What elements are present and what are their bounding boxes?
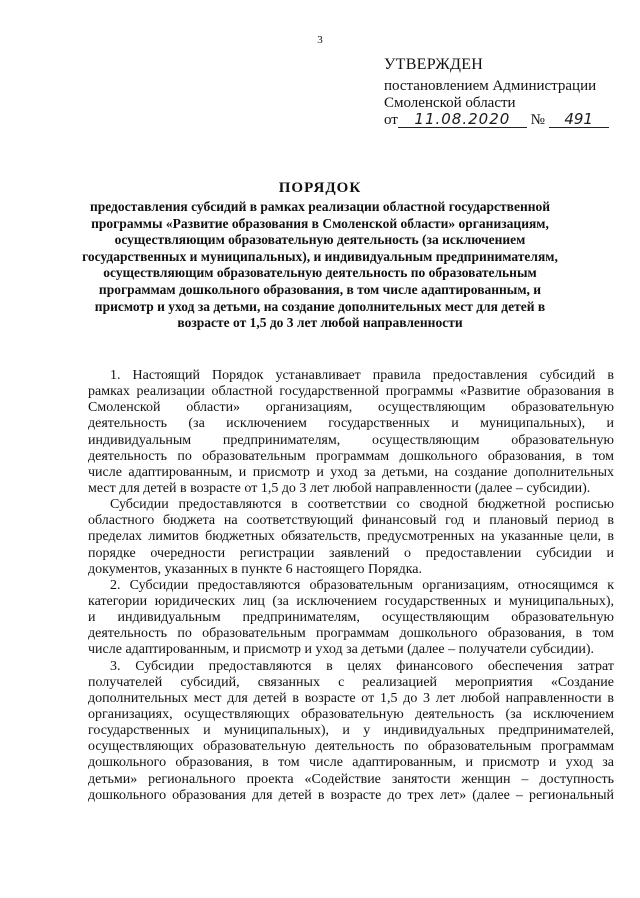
paragraph-line: деятельность по образовательным программам дошкольного образования, в том [88, 448, 614, 464]
subtitle-line: предоставления субсидий в рамках реализации областной государственной [89, 199, 551, 214]
paragraph-line: дошкольного образования, в том числе адаптированным, и присмотр и уход за [88, 755, 614, 771]
approval-date-prefix: от [384, 112, 398, 128]
paragraph-line: областного бюджета на соответствующий финансовый год и плановый период в [88, 513, 614, 529]
paragraph-line: дополнительных мест для детей в возрасте от 1,5 до 3 лет любой направленности в [88, 690, 614, 706]
document-body [88, 368, 614, 804]
paragraph-line: 2. Субсидии предоставляются образовательным организациям, относящимся к [110, 577, 614, 593]
paragraph-line: организациях, осуществляющих образовательную деятельность (за исключением [88, 706, 614, 722]
paragraph-line: детьми» регионального проекта «Содействие занятости женщин – доступность [88, 771, 614, 787]
paragraph-line: категории юридических лиц (за исключением государственных и муниципальных), [88, 593, 614, 609]
paragraph-line: деятельность (за исключением государственных и муниципальных), и [88, 416, 614, 432]
paragraph-line: государственных и муниципальных), и у индивидуальных предпринимателей, [88, 723, 614, 739]
paragraph-line: пределах лимитов бюджетных обязательств, предусмотренных на указанные цели, в [88, 529, 614, 545]
paragraph-2 [88, 497, 614, 578]
paragraph-line: индивидуальным предпринимателям, осуществляющим образовательную [88, 432, 614, 448]
approval-date-row [384, 112, 624, 129]
paragraph-line: порядке очередности регистрации заявлений о предоставлении субсидии и [88, 545, 614, 561]
approval-stamp [384, 56, 624, 129]
paragraph-line: 1. Настоящий Порядок устанавливает правила предоставления субсидий в [110, 368, 614, 383]
subtitle-line: программам дошкольного образования, в том числе адаптированным, и [98, 281, 542, 297]
approval-number-prefix: № [530, 112, 545, 128]
paragraph-line: получателей субсидий, связанных с реализацией мероприятия «Создание [88, 674, 614, 690]
paragraph-line: числе адаптированным, и присмотр и уход за детьми (далее – получатели субсидии). [88, 642, 595, 658]
subtitle-line: осуществляющим образовательную деятельность по образовательным [103, 265, 537, 281]
subtitle-line: возрасте от 1,5 до 3 лет любой направленности [177, 315, 463, 331]
approval-title: УТВЕРЖДЕН [384, 56, 484, 73]
paragraph-line: документов, указанных в пункте 6 настоящего Порядка. [88, 561, 423, 577]
subtitle-line: присмотр и уход за детьми, на создание дополнительных мест для детей в [94, 298, 546, 314]
paragraph-line: дошкольного образования для детей в возрасте до трех лет» (далее – региональный [88, 787, 614, 803]
paragraph-line: деятельность по образовательным программам дошкольного образования, в том [88, 626, 614, 642]
paragraph-line: рамках реализации областной государственной программы «Развитие образования в [88, 384, 614, 400]
approval-line-1: постановлением Администрации [384, 78, 597, 94]
paragraph-4 [88, 659, 614, 804]
paragraph-3 [88, 578, 614, 659]
paragraph-line: осуществляющих образовательную деятельность по образовательным программам [88, 739, 614, 755]
paragraph-line: Субсидии предоставляются в соответствии со сводной бюджетной росписью [110, 497, 614, 513]
approval-date-handwritten: 11.08.2020 [398, 112, 527, 128]
subtitle-line: государственных и муниципальных), и индивидуальным предпринимателям, [82, 248, 558, 264]
paragraph-line: Смоленской области» организациям, осуществляющим образовательную [88, 400, 614, 416]
paragraph-line: мест для детей в возрасте от 1,5 до 3 лет любой направленности (далее – субсидии). [88, 480, 591, 496]
paragraph-1 [88, 368, 614, 497]
page-number: 3 [317, 34, 323, 46]
paragraph-line: числе адаптированным, и присмотр и уход за детьми, на создание дополнительных [88, 464, 614, 480]
approval-line-2: Смоленской области [384, 95, 516, 111]
paragraph-line: 3. Субсидии предоставляются в целях финансового обеспечения затрат [110, 658, 614, 674]
paragraph-line: и индивидуальным предпринимателям, осуществляющим образовательную [88, 610, 614, 626]
document-subtitle [70, 199, 570, 332]
subtitle-line: осуществляющим образовательную деятельность (за исключением [114, 232, 526, 248]
subtitle-line: программы «Развитие образования в Смоленской области» организациям, [91, 215, 549, 231]
approval-number-handwritten: 491 [549, 112, 609, 128]
document-title: ПОРЯДОК [278, 180, 362, 196]
